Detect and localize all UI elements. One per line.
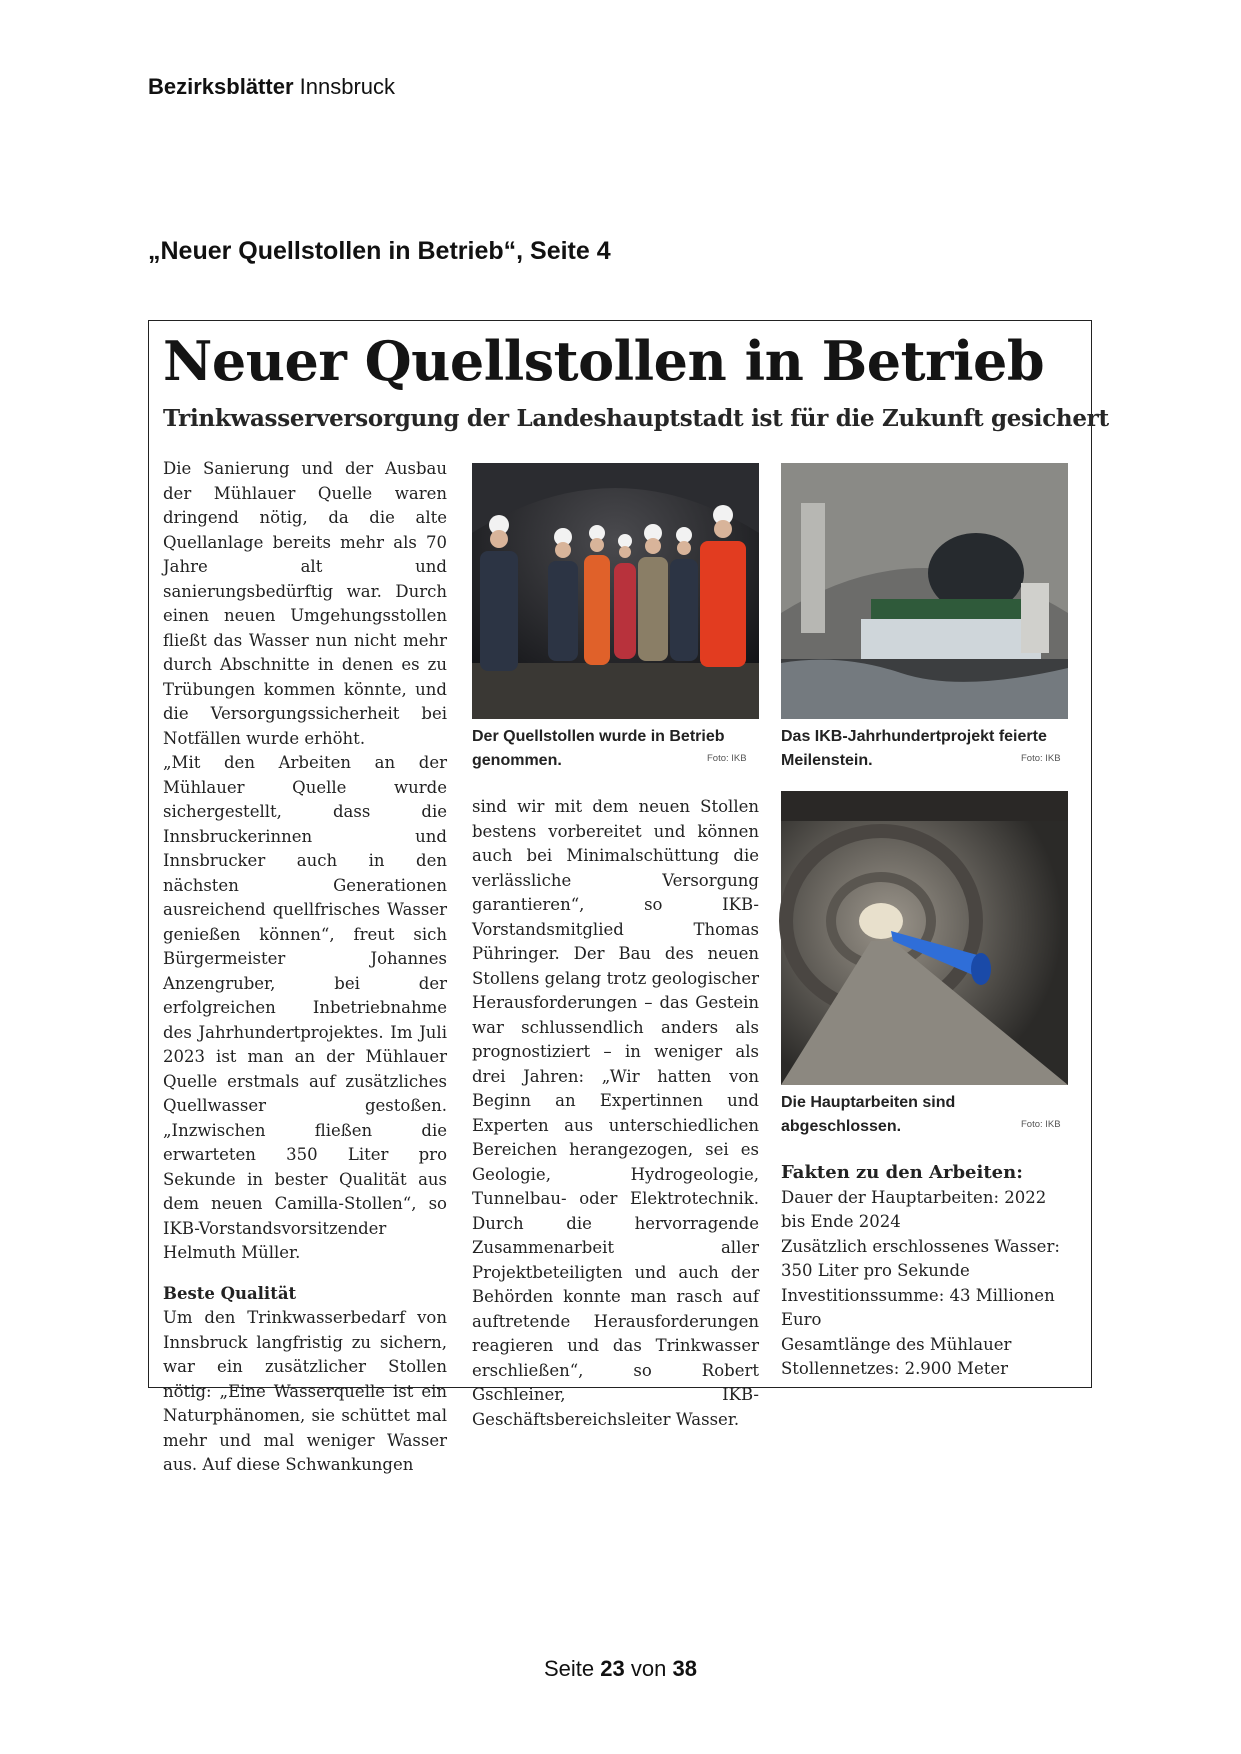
article-column-1: [163, 457, 447, 1474]
footer-total-pages: 38: [672, 1656, 697, 1681]
header-brand: Bezirksblätter: [148, 74, 294, 99]
facts-heading: Fakten zu den Arbeiten:: [781, 1162, 1023, 1183]
page-footer: [0, 1656, 1241, 1682]
article-headline: Neuer Quellstollen in Betrieb: [163, 329, 1045, 393]
photo-credit: Foto: IKB: [1021, 1119, 1061, 1130]
photo-group-in-tunnel: [472, 463, 759, 719]
paragraph: sind wir mit dem neuen Stollen bestens vorbereitet und können auch bei Minimalschüttung die verlässliche Versorgung garantieren“, so IKB-Vorstandsmitglied Thomas Pühringer. Der Bau des neuen Stollens gelang trotz geologischer Herausforderungen – das Gestein war schlussendlich anders als prognostiziert – in weniger als drei Jahren: „Wir hatten von Beginn an Expertinnen und Experten aus unterschiedlichen Bereichen herangezogen, sei es Geologie, Hydrogeologie, Tunnelbau- oder Elektrotechnik. Durch die hervorragende Zusammenarbeit aller Projektbeteiligten und auch der Behörden konnte man rasch auf auftretende Herausforderungen reagieren und das Trinkwasser erschließen“, so Robert Gschleiner, IKB-Geschäftsbereichsleiter Wasser.: [472, 797, 759, 1429]
photo-water-basin: [781, 463, 1068, 719]
article-subhead: Trinkwasserversorgung der Landeshauptstadt ist für die Zukunft gesichert: [163, 405, 1109, 432]
footer-prefix: Seite: [544, 1656, 595, 1681]
fact-line: Zusätzlich erschlossenes Wasser: 350 Liter pro Sekunde: [781, 1236, 1060, 1280]
fact-line: Gesamtlänge des Mühlauer Stollennetzes: 2.900 Meter: [781, 1334, 1012, 1378]
photo-credit: Foto: IKB: [707, 753, 747, 764]
photo-caption: Die Hauptarbeiten sind abgeschlossen.: [781, 1094, 956, 1135]
subject-line: „Neuer Quellstollen in Betrieb“, Seite 4: [148, 237, 611, 265]
document-header: [148, 74, 395, 100]
header-city: Innsbruck: [299, 74, 396, 99]
paragraph: Die Sanierung und der Ausbau der Mühlauer Quelle waren dringend nötig, da die alte Quellanlage bereits mehr als 70 Jahre alt und sanierungsbedürftig war. Durch einen neuen Umgehungsstollen fließt das Wasser nun nicht mehr durch Abschnitte in denen es zu Trübungen kommen könnte, und die Versorgungssicherheit bei Notfällen wurde erhöht.: [163, 459, 447, 748]
footer-page-number: 23: [600, 1656, 625, 1681]
photo-caption: Der Quellstollen wurde in Betrieb genommen.: [472, 728, 725, 769]
photo-caption: Das IKB-Jahrhundertprojekt feierte Meilenstein.: [781, 728, 1047, 769]
section-heading: Beste Qualität: [163, 1283, 297, 1303]
fact-line: Investitionssumme: 43 Millionen Euro: [781, 1285, 1055, 1329]
paragraph: „Mit den Arbeiten an der Mühlauer Quelle wurde sichergestellt, dass die Innsbruckerinnen und Innsbrucker auch in den nächsten Generationen ausreichend quellfrisches Wasser genießen können“, freut sich Bürgermeister Johannes Anzengruber, bei der erfolgreichen Inbetriebnahme des Jahrhundertprojektes. Im Juli 2023 ist man an der Mühlauer Quelle erstmals auf zusätzliches Quellwasser gestoßen. „Inzwischen fließen die erwarteten 350 Liter pro Sekunde in bester Qualität aus dem neuen Camilla-Stollen“, so IKB-Vorstandsvorsitzender Helmuth Müller.: [163, 753, 447, 1262]
newspaper-clipping: [148, 320, 1109, 1474]
fact-line: Dauer der Hauptarbeiten: 2022 bis Ende 2024: [781, 1187, 1047, 1231]
paragraph: Um den Trinkwasserbedarf von Innsbruck langfristig zu sichern, war ein zusätzlicher Stollen nötig: „Eine Wasserquelle ist ein Naturphänomen, sie schüttet mal mehr und mal weniger Wasser aus. Auf diese Schwankungen: [163, 1308, 447, 1474]
photo-tunnel-pipe: [781, 791, 1068, 1085]
photo-credit: Foto: IKB: [1021, 753, 1061, 764]
article-column-2: [472, 795, 759, 1429]
facts-box: [781, 1161, 1071, 1381]
footer-mid: von: [630, 1656, 667, 1681]
